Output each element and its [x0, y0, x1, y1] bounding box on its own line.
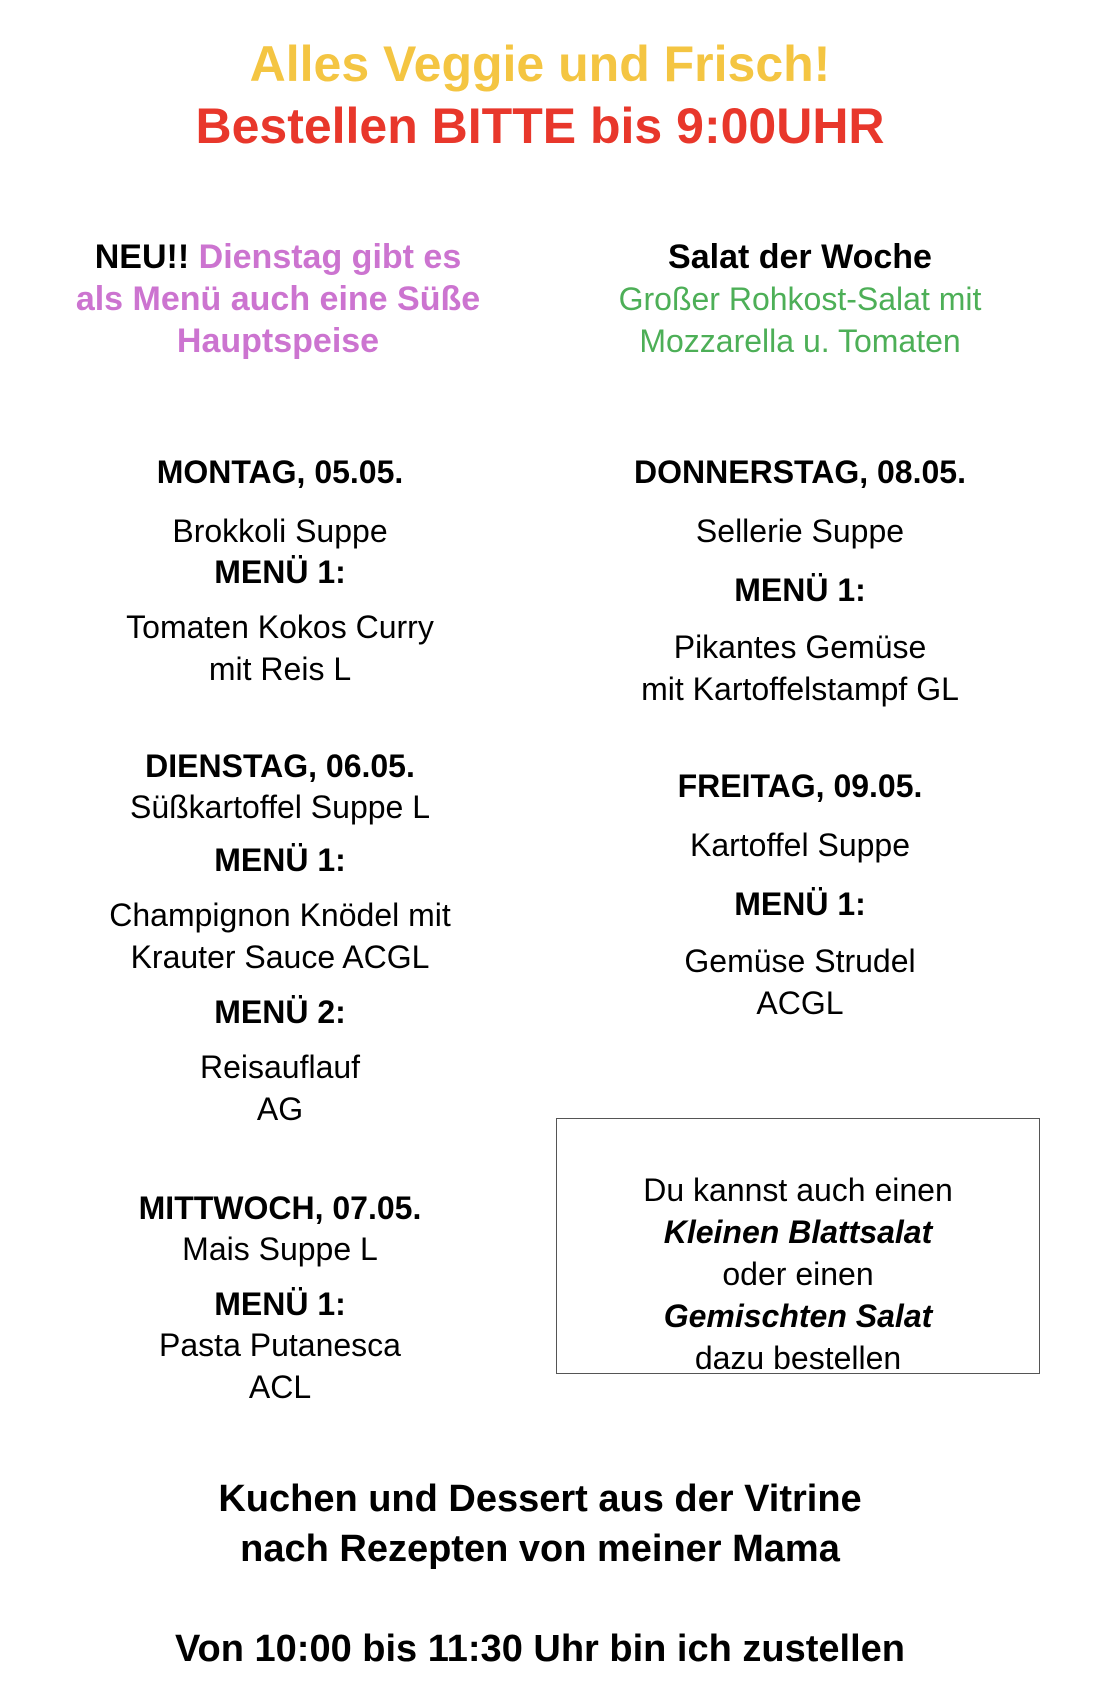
headline-order-deadline: Bestellen BITTE bis 9:00UHR: [195, 98, 885, 154]
box-line-small-salad: Kleinen Blattsalat: [663, 1214, 933, 1250]
day-title: MONTAG, 05.05.: [156, 454, 404, 490]
menu-dish-line-2: ACGL: [756, 985, 844, 1021]
day-tuesday: [40, 746, 520, 1130]
menu-2-dish-line-1: Reisauflauf: [199, 1049, 361, 1085]
box-line-3: oder einen: [722, 1256, 874, 1292]
promo-text-1: Dienstag gibt es: [198, 238, 462, 276]
soup: Kartoffel Suppe: [689, 827, 910, 863]
promo-salad-of-week: [560, 236, 1040, 362]
soup: Mais Suppe L: [182, 1231, 378, 1267]
dessert-line-1: Kuchen und Dessert aus der Vitrine: [218, 1478, 862, 1520]
menu-label: MENÜ 1:: [214, 842, 346, 878]
menu-dish-line-2: mit Kartoffelstampf GL: [641, 671, 959, 707]
menu-2-label: MENÜ 2:: [214, 994, 346, 1030]
menu-dish-line-1: Champignon Knödel mit: [109, 897, 451, 933]
salad-week-line-1: Großer Rohkost-Salat mit: [618, 281, 982, 317]
promo-text-3: Hauptspeise: [176, 322, 380, 360]
box-line-5: dazu bestellen: [694, 1340, 902, 1376]
day-title: MITTWOCH, 07.05.: [138, 1190, 422, 1226]
box-line-1: Du kannst auch einen: [643, 1172, 953, 1208]
menu-dish-line-2: mit Reis L: [208, 651, 352, 687]
footer-dessert: [0, 1474, 1080, 1574]
footer-delivery-time: Von 10:00 bis 11:30 Uhr bin ich zustellen: [175, 1628, 905, 1670]
menu-dish-line-1: Pasta Putanesca: [159, 1327, 401, 1363]
menu-label: MENÜ 1:: [214, 554, 346, 590]
menu-dish-line-1: Tomaten Kokos Curry: [126, 609, 434, 645]
soup: Brokkoli Suppe: [172, 513, 388, 549]
salad-week-title: Salat der Woche: [668, 238, 932, 276]
day-wednesday: [40, 1188, 520, 1408]
salad-week-line-2: Mozzarella u. Tomaten: [639, 323, 961, 359]
day-title: DONNERSTAG, 08.05.: [634, 454, 966, 490]
dessert-line-2: nach Rezepten von meiner Mama: [240, 1528, 840, 1570]
menu-label: MENÜ 1:: [734, 886, 866, 922]
side-salad-box: [556, 1118, 1040, 1374]
menu-dish-line-2: ACL: [248, 1369, 312, 1405]
menu-dish-line-1: Gemüse Strudel: [684, 943, 916, 979]
promo-text-2: als Menü auch eine Süße: [75, 280, 481, 318]
menu-label: MENÜ 1:: [214, 1286, 346, 1322]
menu-2-dish-line-2: AG: [256, 1091, 304, 1127]
menu-label: MENÜ 1:: [734, 572, 866, 608]
day-title: FREITAG, 09.05.: [677, 768, 923, 804]
menu-dish-line-1: Pikantes Gemüse: [673, 629, 927, 665]
menu-dish-line-2: Krauter Sauce ACGL: [130, 939, 430, 975]
day-monday: [40, 452, 520, 690]
soup: Süßkartoffel Suppe L: [129, 789, 431, 825]
promo-new-sweet-dish: [40, 236, 516, 362]
day-title: DIENSTAG, 06.05.: [145, 748, 415, 784]
day-thursday: [560, 452, 1040, 710]
soup: Sellerie Suppe: [695, 513, 905, 549]
headline-veggie: Alles Veggie und Frisch!: [249, 36, 831, 92]
day-friday: [560, 766, 1040, 1024]
box-line-mixed-salad: Gemischten Salat: [663, 1298, 933, 1334]
promo-new-label: NEU!!: [94, 238, 190, 276]
